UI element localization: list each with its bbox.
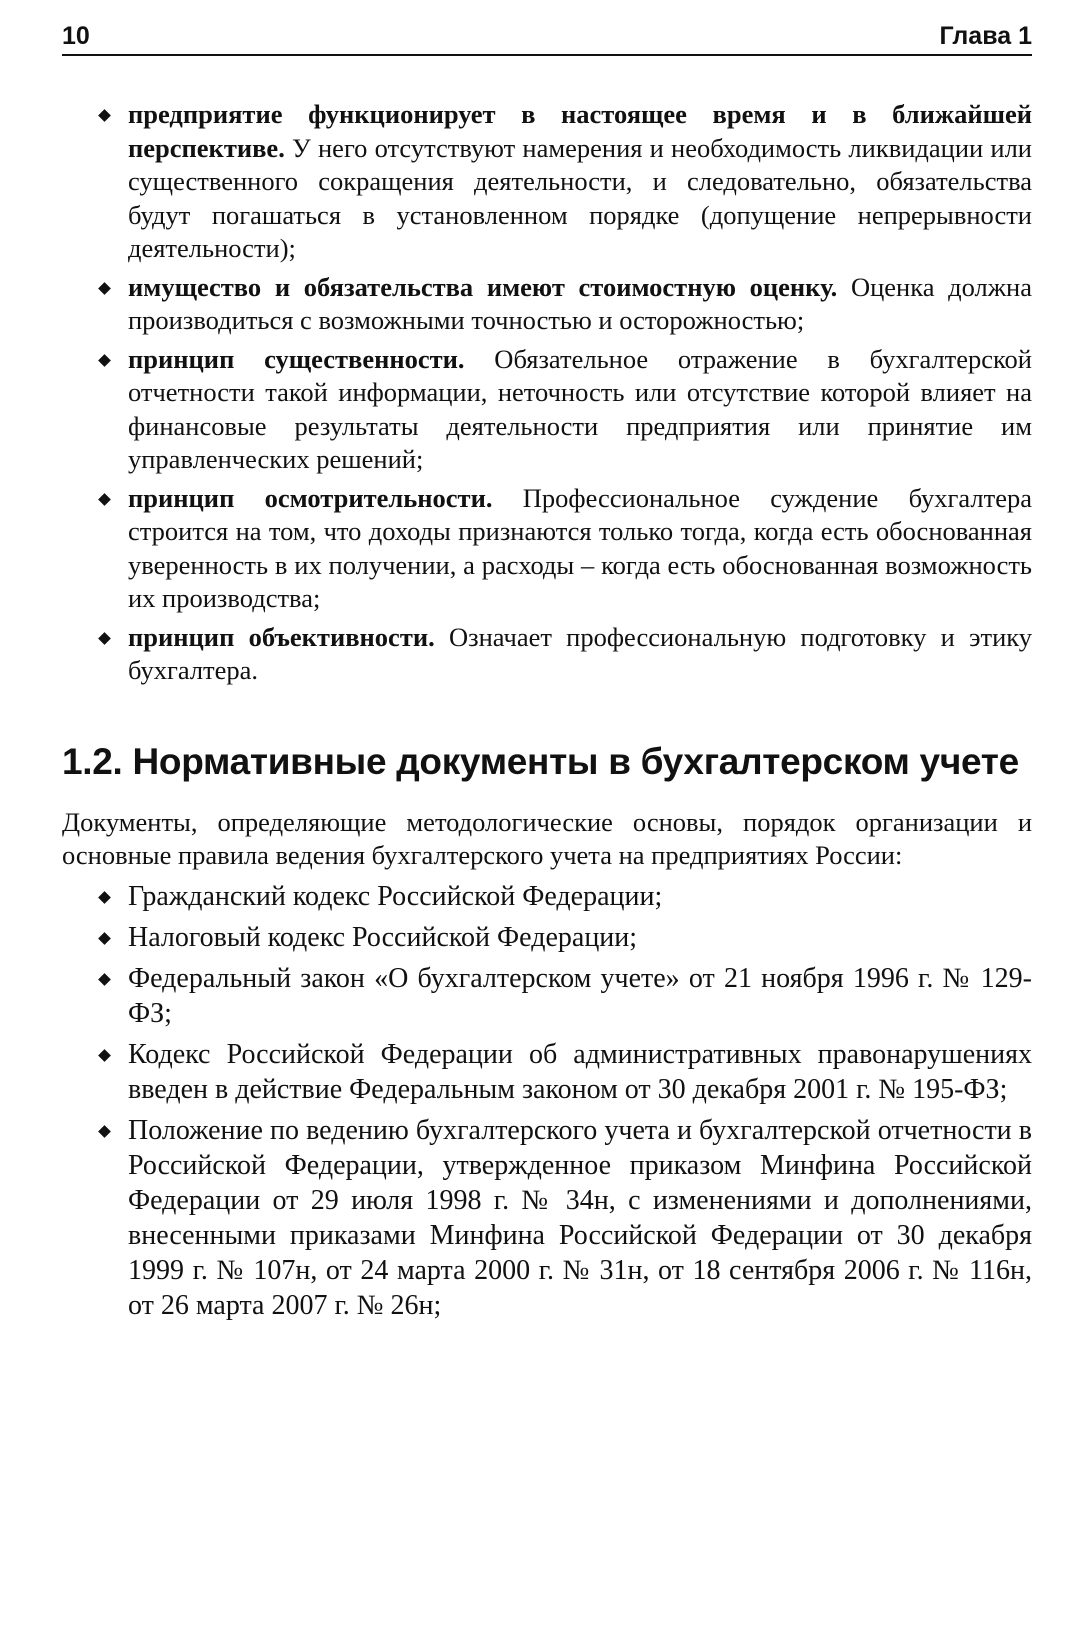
bullet-diamond-icon bbox=[98, 109, 111, 122]
bullet-diamond-icon bbox=[98, 1125, 111, 1138]
list-item bbox=[100, 920, 1032, 955]
principle-term: принцип осмотрительности. bbox=[128, 482, 493, 513]
section-intro: Документы, определяющие методологические основы, порядок организации и основные правила ведения бухгалтерского учета на предприятиях России: bbox=[62, 806, 1032, 870]
bullet-diamond-icon bbox=[98, 891, 111, 904]
document-text: Гражданский кодекс Российской Федерации; bbox=[128, 880, 663, 912]
list-item bbox=[100, 482, 1032, 616]
list-item bbox=[100, 1037, 1032, 1107]
list-item bbox=[100, 961, 1032, 1031]
list-item bbox=[100, 879, 1032, 914]
document-text: Федеральный закон «О бухгалтерском учете» от 21 ноября 1996 г. № 129-ФЗ; bbox=[128, 962, 1032, 1029]
principle-term: принцип существенности. bbox=[128, 343, 465, 374]
chapter-title: Глава 1 bbox=[939, 22, 1032, 50]
running-header bbox=[62, 22, 1032, 56]
bullet-diamond-icon bbox=[98, 1049, 111, 1062]
principle-text: Обязательное отражение в бухгалтерской отчетности такой информации, неточность или отсутствие которой влияет на финансовые результаты деятельности предприятия или принятие им управленческих решений; bbox=[128, 343, 1032, 474]
bullet-diamond-icon bbox=[98, 973, 111, 986]
principle-term: принцип объективности. bbox=[128, 621, 435, 652]
list-item bbox=[100, 98, 1032, 266]
bullet-diamond-icon bbox=[98, 932, 111, 945]
list-item bbox=[100, 343, 1032, 477]
bullet-diamond-icon bbox=[98, 282, 111, 295]
bullet-diamond-icon bbox=[98, 632, 111, 645]
documents-list bbox=[100, 879, 1032, 1323]
section-heading: 1.2. Нормативные документы в бухгалтерском учете bbox=[62, 740, 1019, 782]
principle-text: Оценка должна производиться с возможными точностью и осторожностью; bbox=[128, 271, 1032, 335]
list-item bbox=[100, 271, 1032, 338]
principle-text: Профессиональное суждение бухгалтера строится на том, что доходы признаются только тогда, когда есть обоснованная уверенность в их получении, а расходы – когда есть обоснованная возможность их производства; bbox=[128, 482, 1032, 613]
book-page bbox=[62, 22, 1032, 1329]
principle-text: У него отсутствуют намерения и необходимость ликвидации или существенного сокращения деятельности, и следовательно, обязательства будут погашаться в установленном порядке (допущение непрерывности деятельности); bbox=[128, 132, 1032, 263]
principle-term: предприятие функционирует в настоящее время и в ближайшей перспективе. bbox=[128, 99, 1032, 163]
document-text: Положение по ведению бухгалтерского учета и бухгалтерской отчетности в Российской Федерации, утвержденное приказом Минфина Российской Федерации от 29 июля 1998 г. № 34н, с изменениями и дополнениями, внесенными приказами Минфина Российской Федерации от 30 декабря 1999 г. № 107н, от 24 марта 2000 г. № 31н, от 18 сентября 2006 г. № 116н, от 26 марта 2007 г. № 26н; bbox=[128, 1114, 1032, 1321]
page-number: 10 bbox=[62, 22, 90, 50]
bullet-diamond-icon bbox=[98, 354, 111, 367]
list-item bbox=[100, 1113, 1032, 1323]
principles-list bbox=[100, 98, 1032, 688]
principle-text: Означает профессиональную подготовку и этику бухгалтера. bbox=[128, 621, 1032, 685]
principle-term: имущество и обязательства имеют стоимостную оценку. bbox=[128, 271, 838, 302]
list-item bbox=[100, 621, 1032, 688]
bullet-diamond-icon bbox=[98, 493, 111, 506]
document-text: Налоговый кодекс Российской Федерации; bbox=[128, 921, 638, 953]
document-text: Кодекс Российской Федерации об административных правонарушениях введен в действие Федеральным законом от 30 декабря 2001 г. № 195-ФЗ; bbox=[128, 1038, 1032, 1105]
